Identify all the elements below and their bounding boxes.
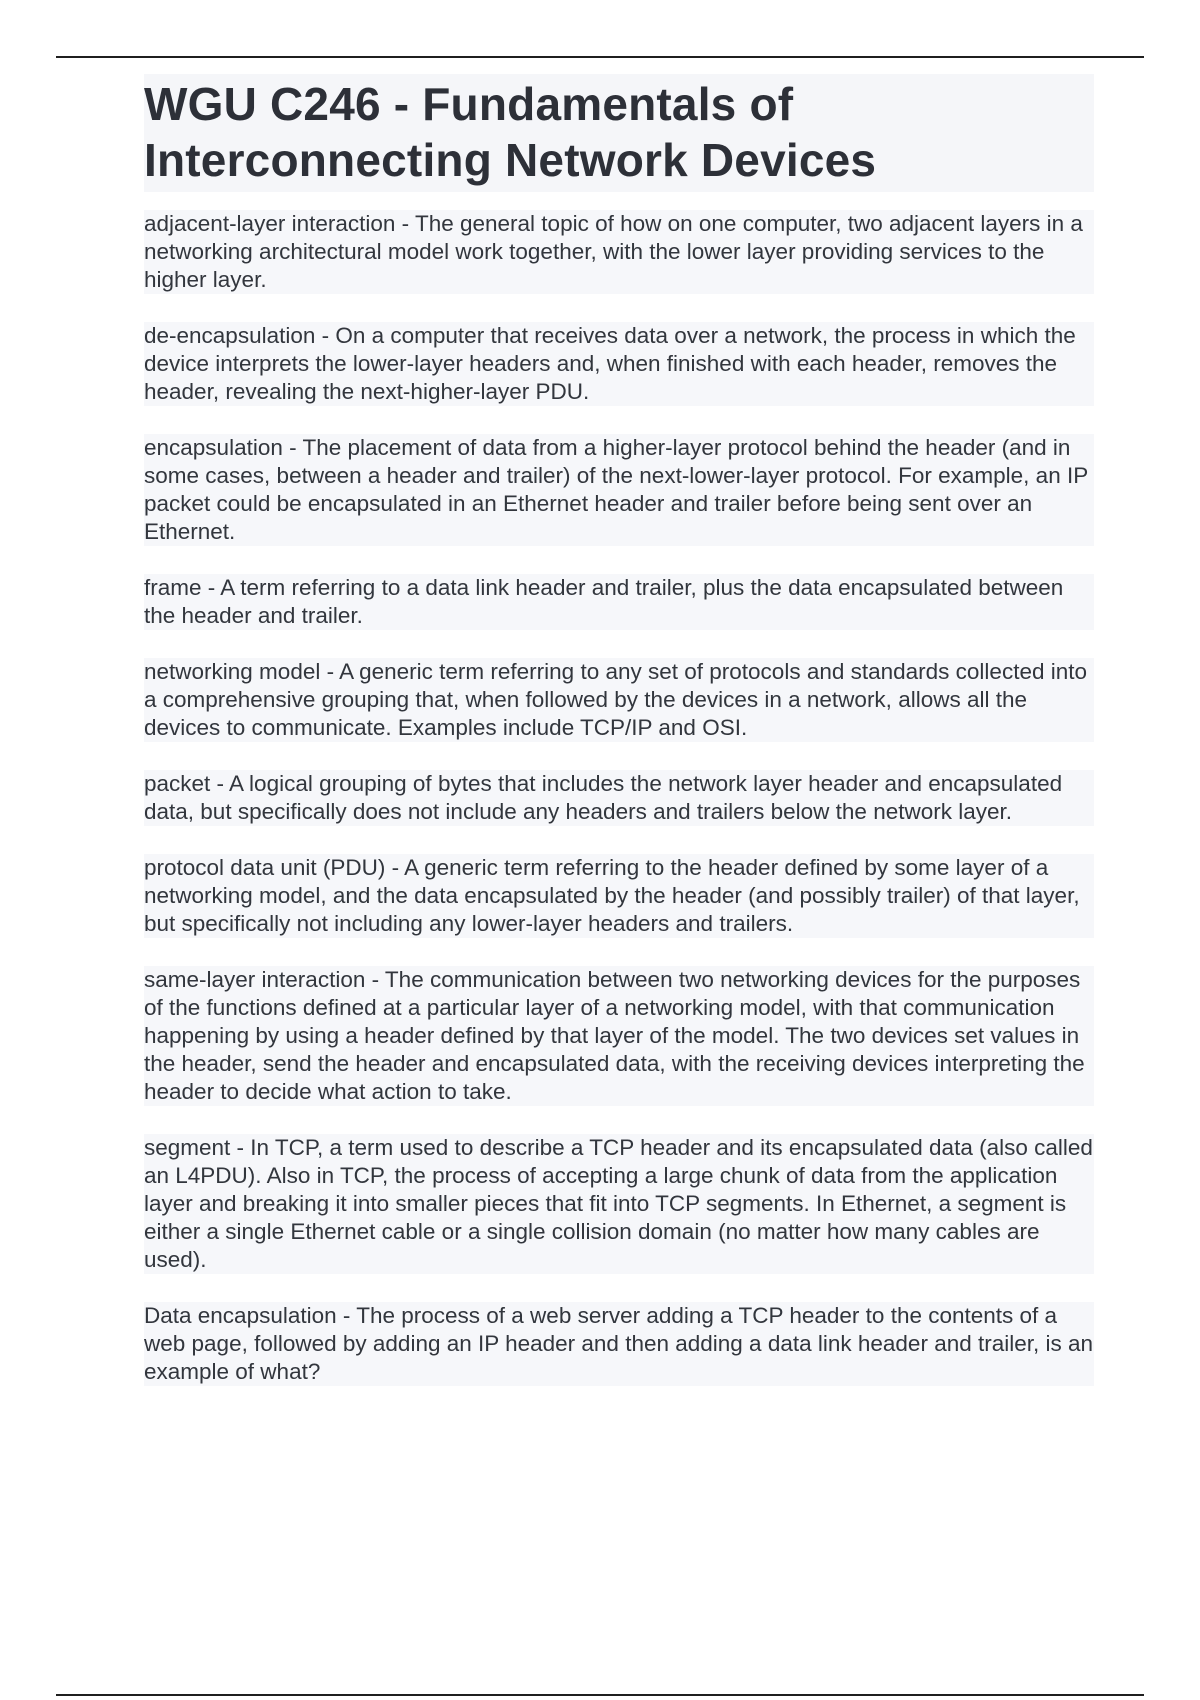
glossary-entry-packet: packet - A logical grouping of bytes that includes the network layer header and encapsulated data, but specifically does not include any headers and trailers below the network layer.	[144, 770, 1094, 826]
glossary-entry-segment: segment - In TCP, a term used to describe a TCP header and its encapsulated data (also called an L4PDU). Also in TCP, the process of accepting a large chunk of data from the application layer and breaking it into smaller pieces that fit into TCP segments. In Ethernet, a segment is either a single Ethernet cable or a single collision domain (no matter how many cables are used).	[144, 1135, 1093, 1272]
glossary-entry-frame: frame - A term referring to a data link header and trailer, plus the data encapsulated between the header and trailer.	[144, 574, 1094, 630]
bottom-rule	[56, 1694, 1144, 1696]
glossary-entry-de-encapsulation: de-encapsulation - On a computer that receives data over a network, the process in which the device interprets the lower-layer headers and, when finished with each header, removes the header, revealing the next-higher-layer PDU.	[144, 322, 1094, 406]
glossary-list	[144, 210, 1094, 1386]
document-title: WGU C246 - Fundamentals of Interconnecting Network Devices	[144, 78, 877, 186]
glossary-entry-pdu: protocol data unit (PDU) - A generic term referring to the header defined by some layer of a networking model, and the data encapsulated by the header (and possibly trailer) of that layer, but specifically not including any lower-layer headers and trailers.	[144, 854, 1094, 938]
top-rule	[56, 56, 1144, 58]
glossary-entry-same-layer-interaction: same-layer interaction - The communication between two networking devices for the purposes of the functions defined at a particular layer of a networking model, with that communication happening by using a header defined by that layer of the model. The two devices set values in the header, send the header and encapsulated data, with the receiving devices interpreting the header to decide what action to take.	[144, 966, 1094, 1106]
title-block	[144, 74, 1094, 192]
glossary-entry-encapsulation: encapsulation - The placement of data from a higher-layer protocol behind the header (and in some cases, between a header and trailer) of the next-lower-layer protocol. For example, an IP packet could be encapsulated in an Ethernet header and trailer before being sent over an Ethernet.	[144, 434, 1094, 546]
document-body	[144, 74, 1094, 1414]
glossary-entry-networking-model: networking model - A generic term referring to any set of protocols and standards collected into a comprehensive grouping that, when followed by the devices in a network, allows all the devices to communicate. Examples include TCP/IP and OSI.	[144, 658, 1094, 742]
glossary-entry-adjacent-layer-interaction: adjacent-layer interaction - The general topic of how on one computer, two adjacent layers in a networking architectural model work together, with the lower layer providing services to the higher layer.	[144, 210, 1094, 294]
glossary-entry-data-encapsulation: Data encapsulation - The process of a web server adding a TCP header to the contents of a web page, followed by adding an IP header and then adding a data link header and trailer, is an example of what?	[144, 1303, 1094, 1384]
